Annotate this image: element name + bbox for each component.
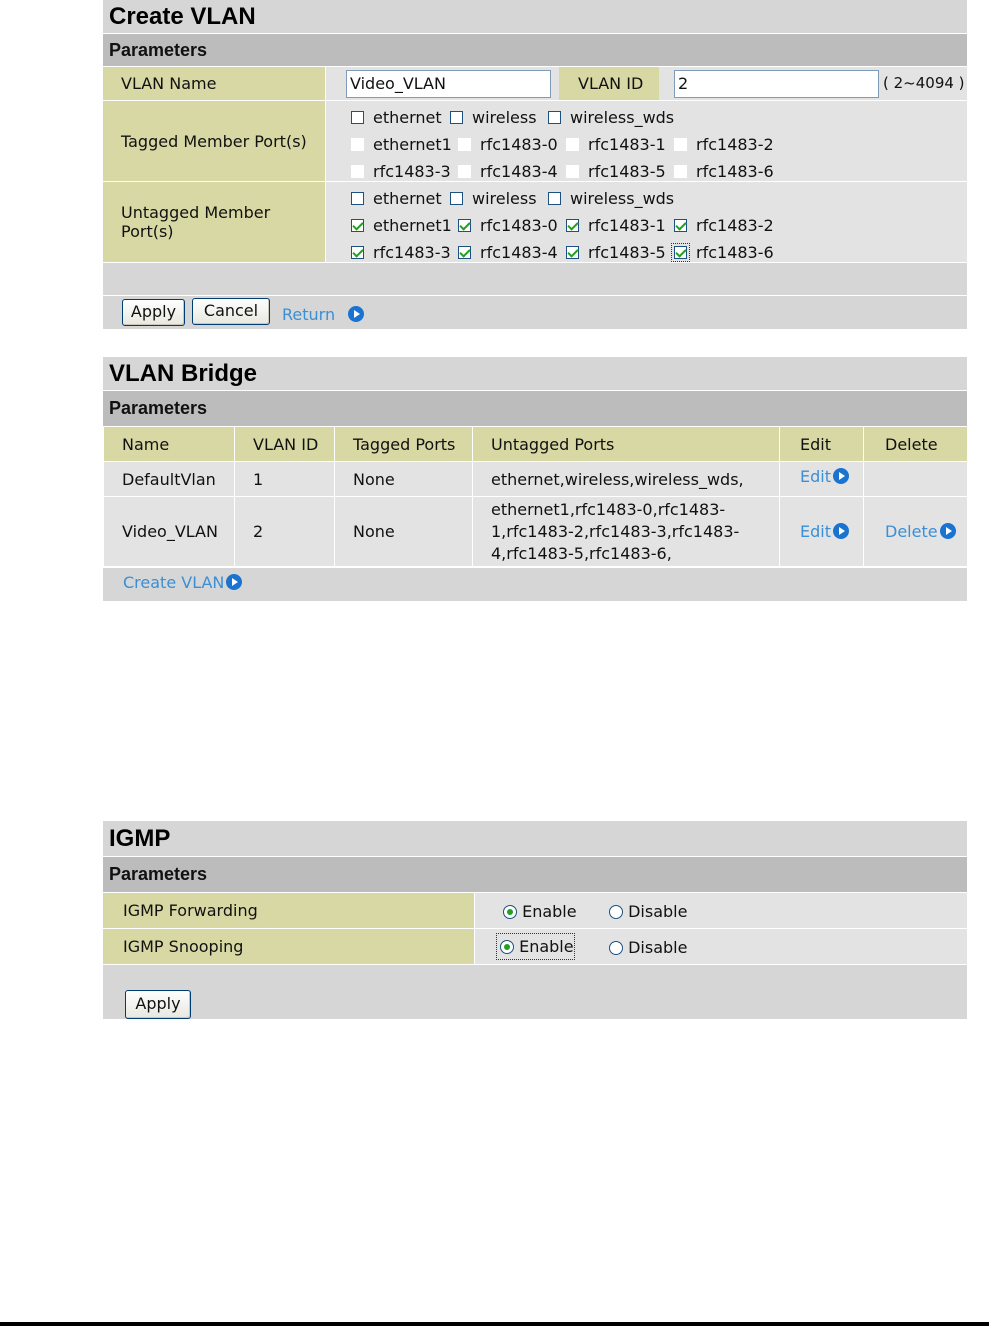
checkbox-unchecked-icon[interactable] — [674, 165, 687, 178]
snooping-enable-option[interactable] — [497, 934, 574, 959]
vlan-id-label: VLAN ID — [559, 67, 659, 100]
igmp-panel — [103, 821, 967, 1019]
untagged-ports-label: Untagged Member Port(s) — [103, 182, 326, 262]
snooping-disable-option[interactable] — [609, 938, 687, 957]
vlan-name-label: VLAN Name — [103, 67, 326, 100]
port-label: wireless — [472, 189, 537, 208]
checkbox-checked-icon[interactable] — [351, 219, 364, 232]
igmp-params-header: Parameters — [103, 857, 967, 892]
tagged-ports-cell — [326, 101, 967, 181]
col-tagged: Tagged Ports — [335, 427, 473, 462]
port-checkbox-wireless_wds[interactable] — [548, 189, 674, 208]
untagged-line: 1,rfc1483-2,rfc1483-3,rfc1483- — [491, 521, 740, 541]
vlan-name-input[interactable]: Video_VLAN — [346, 70, 551, 98]
disable-label: Disable — [628, 938, 688, 957]
checkbox-unchecked-icon[interactable] — [566, 165, 579, 178]
checkbox-checked-icon[interactable] — [458, 219, 471, 232]
vlan-table-header — [104, 427, 968, 462]
igmp-snooping-label: IGMP Snooping — [103, 929, 475, 964]
arrow-right-icon — [348, 306, 364, 322]
checkbox-unchecked-icon[interactable] — [548, 192, 561, 205]
port-label: rfc1483-6 — [696, 162, 774, 181]
delete-link-label: Delete — [885, 522, 938, 541]
create-vlan-link-label: Create VLAN — [123, 573, 225, 592]
untagged-ports-row — [103, 181, 967, 262]
apply-button[interactable]: Apply — [122, 299, 185, 326]
arrow-right-icon — [833, 468, 849, 484]
checkbox-unchecked-icon[interactable] — [351, 138, 364, 151]
row-name: DefaultVlan — [104, 462, 235, 497]
edit-link[interactable] — [780, 462, 864, 497]
checkbox-checked-icon[interactable] — [351, 246, 364, 259]
return-link-label: Return — [282, 305, 336, 324]
row-vlan-id: 2 — [235, 497, 335, 567]
port-label: ethernet1 — [373, 216, 452, 235]
checkbox-checked-icon[interactable] — [458, 246, 471, 259]
edit-link-label: Edit — [800, 522, 831, 541]
checkbox-unchecked-icon[interactable] — [351, 165, 364, 178]
untagged-line: 4,rfc1483-5,rfc1483-6, — [491, 543, 672, 563]
port-label: rfc1483-2 — [696, 216, 774, 235]
port-label: wireless_wds — [570, 108, 675, 127]
vlan-id-range-hint: ( 2~4094 ) — [883, 74, 965, 92]
checkbox-unchecked-icon[interactable] — [458, 138, 471, 151]
port-checkbox-rfc1483-6[interactable] — [674, 243, 774, 262]
radio-unchecked-icon — [609, 941, 623, 955]
row-name: Video_VLAN — [104, 497, 235, 567]
untagged-line: ethernet1,rfc1483-0,rfc1483- — [491, 499, 726, 519]
table-row — [104, 462, 968, 497]
tagged-ports-label: Tagged Member Port(s) — [103, 101, 326, 181]
radio-checked-icon — [503, 905, 517, 919]
port-label: rfc1483-0 — [480, 216, 558, 235]
col-vlan-id: VLAN ID — [235, 427, 335, 462]
port-checkbox-wireless[interactable] — [450, 189, 537, 208]
checkbox-unchecked-icon[interactable] — [351, 111, 364, 124]
checkbox-checked-icon[interactable] — [566, 246, 579, 259]
port-checkbox-ethernet[interactable] — [351, 189, 442, 208]
port-checkbox-rfc1483-2[interactable] — [674, 216, 774, 235]
checkbox-unchecked-icon[interactable] — [566, 138, 579, 151]
spacer-row — [103, 262, 967, 295]
port-checkbox-rfc1483-1[interactable] — [566, 135, 666, 154]
port-checkbox-wireless_wds[interactable] — [548, 108, 674, 127]
igmp-forwarding-row — [103, 892, 967, 928]
port-checkbox-rfc1483-0[interactable] — [458, 216, 558, 235]
port-label: rfc1483-3 — [373, 243, 451, 262]
row-tagged: None — [335, 497, 473, 567]
create-vlan-panel — [103, 0, 967, 329]
port-checkbox-rfc1483-5[interactable] — [566, 162, 666, 181]
port-checkbox-rfc1483-3[interactable] — [351, 162, 451, 181]
create-vlan-title: Create VLAN — [103, 0, 967, 34]
checkbox-checked-icon[interactable] — [674, 246, 687, 259]
create-vlan-link[interactable] — [103, 567, 967, 601]
row-tagged: None — [335, 462, 473, 497]
port-checkbox-rfc1483-5[interactable] — [566, 243, 666, 262]
page-divider — [0, 1322, 989, 1326]
port-label: rfc1483-0 — [480, 135, 558, 154]
port-label: rfc1483-5 — [588, 162, 666, 181]
igmp-forwarding-label: IGMP Forwarding — [103, 893, 475, 928]
vlan-name-cell — [326, 67, 967, 100]
radio-unchecked-icon — [609, 905, 623, 919]
vlan-id-input[interactable]: 2 — [674, 70, 879, 98]
create-vlan-actions — [103, 295, 967, 329]
edit-link[interactable] — [780, 497, 864, 567]
checkbox-unchecked-icon[interactable] — [674, 138, 687, 151]
port-checkbox-rfc1483-2[interactable] — [674, 135, 774, 154]
vlan-bridge-title: VLAN Bridge — [103, 357, 967, 391]
return-link[interactable] — [282, 296, 364, 334]
col-delete: Delete — [864, 427, 968, 462]
row-vlan-id: 1 — [235, 462, 335, 497]
arrow-right-icon — [940, 523, 956, 539]
create-vlan-params-header: Parameters — [103, 34, 967, 66]
igmp-snooping-options — [475, 929, 967, 964]
checkbox-unchecked-icon[interactable] — [351, 192, 364, 205]
port-label: rfc1483-1 — [588, 216, 666, 235]
port-label: rfc1483-4 — [480, 162, 558, 181]
row-untagged: ethernet,wireless,wireless_wds, — [473, 462, 780, 497]
port-label: rfc1483-3 — [373, 162, 451, 181]
delete-link[interactable] — [864, 497, 968, 567]
checkbox-unchecked-icon[interactable] — [450, 192, 463, 205]
forwarding-enable-option[interactable] — [503, 902, 577, 921]
disable-label: Disable — [628, 902, 688, 921]
tagged-ports-row — [103, 100, 967, 181]
col-edit: Edit — [780, 427, 864, 462]
port-label: rfc1483-5 — [588, 243, 666, 262]
port-label: rfc1483-1 — [588, 135, 666, 154]
port-label: wireless — [472, 108, 537, 127]
port-checkbox-wireless[interactable] — [450, 108, 537, 127]
igmp-snooping-row — [103, 928, 967, 964]
radio-checked-icon — [500, 940, 514, 954]
row-untagged — [473, 497, 780, 567]
igmp-forwarding-options — [475, 893, 967, 928]
forwarding-disable-option[interactable] — [609, 902, 687, 921]
edit-link-label: Edit — [800, 467, 831, 486]
checkbox-checked-icon[interactable] — [566, 219, 579, 232]
port-label: ethernet1 — [373, 135, 452, 154]
port-checkbox-rfc1483-4[interactable] — [458, 243, 558, 262]
port-label: ethernet — [373, 108, 442, 127]
port-checkbox-ethernet1[interactable] — [351, 135, 452, 154]
port-label: wireless_wds — [570, 189, 675, 208]
port-checkbox-rfc1483-3[interactable] — [351, 243, 451, 262]
port-label: rfc1483-6 — [696, 243, 774, 262]
port-checkbox-rfc1483-4[interactable] — [458, 162, 558, 181]
port-checkbox-ethernet[interactable] — [351, 108, 442, 127]
port-label: rfc1483-2 — [696, 135, 774, 154]
checkbox-unchecked-icon[interactable] — [548, 111, 561, 124]
col-untagged: Untagged Ports — [473, 427, 780, 462]
cancel-button[interactable]: Cancel — [192, 298, 270, 325]
port-checkbox-rfc1483-1[interactable] — [566, 216, 666, 235]
checkbox-unchecked-icon[interactable] — [450, 111, 463, 124]
row-delete-empty — [864, 462, 968, 497]
igmp-apply-button[interactable]: Apply — [125, 990, 191, 1019]
checkbox-unchecked-icon[interactable] — [458, 165, 471, 178]
port-checkbox-rfc1483-6[interactable] — [674, 162, 774, 181]
arrow-right-icon — [226, 574, 242, 590]
vlan-bridge-panel — [103, 357, 967, 601]
vlan-bridge-params-header: Parameters — [103, 391, 967, 426]
vlan-table — [103, 426, 968, 567]
checkbox-checked-icon[interactable] — [674, 219, 687, 232]
enable-label: Enable — [522, 902, 577, 921]
igmp-title: IGMP — [103, 821, 967, 857]
port-checkbox-rfc1483-0[interactable] — [458, 135, 558, 154]
port-label: ethernet — [373, 189, 442, 208]
port-label: rfc1483-4 — [480, 243, 558, 262]
enable-label: Enable — [519, 937, 574, 956]
igmp-actions — [103, 964, 967, 1019]
table-row — [104, 497, 968, 567]
port-checkbox-ethernet1[interactable] — [351, 216, 452, 235]
vlan-name-row — [103, 66, 967, 100]
arrow-right-icon — [833, 523, 849, 539]
untagged-ports-cell — [326, 182, 967, 262]
col-name: Name — [104, 427, 235, 462]
